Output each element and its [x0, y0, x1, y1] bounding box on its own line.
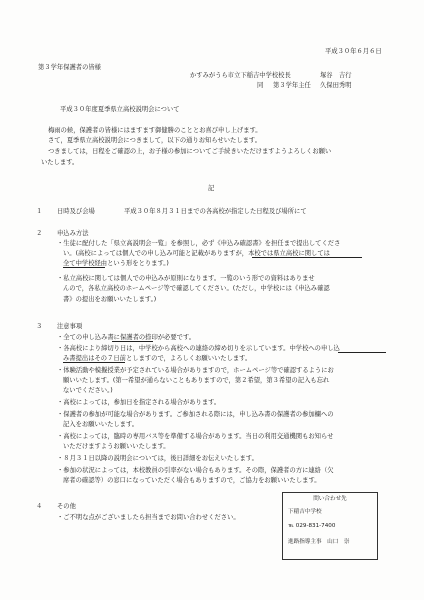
subject-title: 平成３０年度夏季県立高校説明会について	[60, 106, 180, 113]
item3-line-10: ・高校によっては，臨時の専用バス等を準備する場合があります。当日の利用交通機関もお知らせ	[57, 433, 334, 440]
sender-same: 同	[257, 82, 264, 89]
item3-line-1: ・全ての申し込み書に保護者の捺印が必要です。	[57, 334, 196, 341]
sender-principal: 塚谷 吉行	[320, 72, 352, 79]
item3-line-5: 願いいたします。(第一希望が通らないこともありますので，第２希望，第３希望の記入も忘れ	[63, 377, 330, 384]
phone-icon: ℡	[288, 523, 295, 529]
item3-line-12: ・８月３１日以降の説明会については，後日詳細をお伝えいたします。	[57, 455, 258, 462]
item2-label: 申込み方法	[57, 230, 89, 237]
contact-box	[282, 492, 378, 560]
document-date: 平成３０年６月６日	[325, 48, 382, 55]
item3-line-13: ・参加の状況によっては，本校教員の引率がない場合もあります。その際，保護者の方に連絡（欠	[57, 467, 334, 474]
greeting-line-4: いたします。	[41, 159, 79, 166]
item2-bullet1-line2: い。(高校によっては個人での申し込み可能と記載がありますが，本校では県立高校に関しては	[63, 250, 330, 257]
contact-phone-row	[288, 523, 335, 530]
greeting-line-3: つきましては，日程をご確認の上，お子様の参加についてご手続きいただけますようよろしくお願い	[48, 148, 332, 155]
item3-line-14: 席者の確認等）の窓口になっていただく場合もありますので，ご協力をお願いいたします。	[63, 477, 321, 484]
item3-line-3: み書提出はその７日前としますので，よろしくお願いいたします。	[63, 355, 252, 362]
contact-tel: 029-831-7400	[295, 523, 336, 529]
item2-number: ２	[36, 230, 43, 237]
underline-via-school	[63, 267, 105, 268]
ki-heading: 記	[208, 185, 215, 192]
underline-prefectural	[252, 257, 362, 258]
item3-line-6: ないでください。)	[63, 387, 113, 394]
underline-deadline-2	[63, 362, 125, 363]
item4-number: ４	[36, 503, 43, 510]
contact-title: 問い合わせ先	[313, 496, 347, 502]
item4-text: ・ご不明な点がございましたら担当までお問い合わせください。	[57, 514, 240, 521]
item1-text: 平成３０年８月３１日までの各高校が指定した日程及び場所にて	[124, 208, 307, 215]
item3-line-2: ・各高校により締切り日は，中学校から高校への連絡の締め切りを示しています。中学校への申し込	[57, 345, 340, 352]
item4-label: その他	[57, 503, 76, 510]
greeting-line-1: 梅雨の候，保護者の皆様にはますます御健勝のこととお喜び申し上げます。	[48, 127, 262, 134]
underline-hogosha	[112, 341, 153, 342]
item3-number: ３	[36, 323, 43, 330]
item3-line-9: 記入をお願いいたします。	[63, 421, 139, 428]
item3-line-4: ・体験活動や模擬授業が予定されている場合がありますので，ホームページ等で確認するようにお	[57, 367, 334, 374]
underline-deadline-1	[338, 352, 386, 353]
recipient: 第３学年保護者の皆様	[38, 64, 101, 71]
sender-school: かすみがうら市立下稲吉中学校校長	[190, 72, 291, 79]
item1-number: １	[36, 208, 43, 215]
item2-bullet1-line3: 全て中学校経由という形をとります。)	[63, 260, 169, 267]
item3-line-11: いただけますようお願いいたします。	[63, 443, 170, 450]
item3-label: 注意事項	[57, 323, 83, 330]
greeting-line-2: さて，夏季県立高校説明会につきまして，以下の通りお知らせいたします。	[48, 137, 262, 144]
item3-line-7: ・高校によっては，参加日を指定される場合があります。	[57, 399, 221, 406]
item2-bullet2-line2: んので，各私立高校のホームページ等で確認してください。(ただし，中学校には《申込み確認	[63, 285, 330, 292]
contact-school: 下稲吉中学校	[288, 509, 322, 515]
item1-label: 日時及び会場	[57, 208, 95, 215]
sender-role: 第３学年主任	[273, 82, 311, 89]
item2-bullet1-line1: ・生徒に配付した「県立高説明会一覧」を参照し，必ず《申込み確認書》を担任まで提出してくださ	[57, 240, 341, 247]
contact-person: 進路指導主事 山口 崇	[288, 539, 350, 545]
item2-bullet2-line1: ・私立高校に関しては個人での申込みが原則になります。一覧のいう形での資料はありませ	[57, 275, 315, 282]
sender-teacher: 久保田秀明	[320, 82, 352, 89]
item3-line-8: ・保護者の参加が可能な場合があります。ご参加される際には，申し込み書の保護者の参加欄への	[57, 411, 334, 418]
item2-bullet2-line3: 書》の提出をお願いいたします。)	[63, 296, 157, 303]
